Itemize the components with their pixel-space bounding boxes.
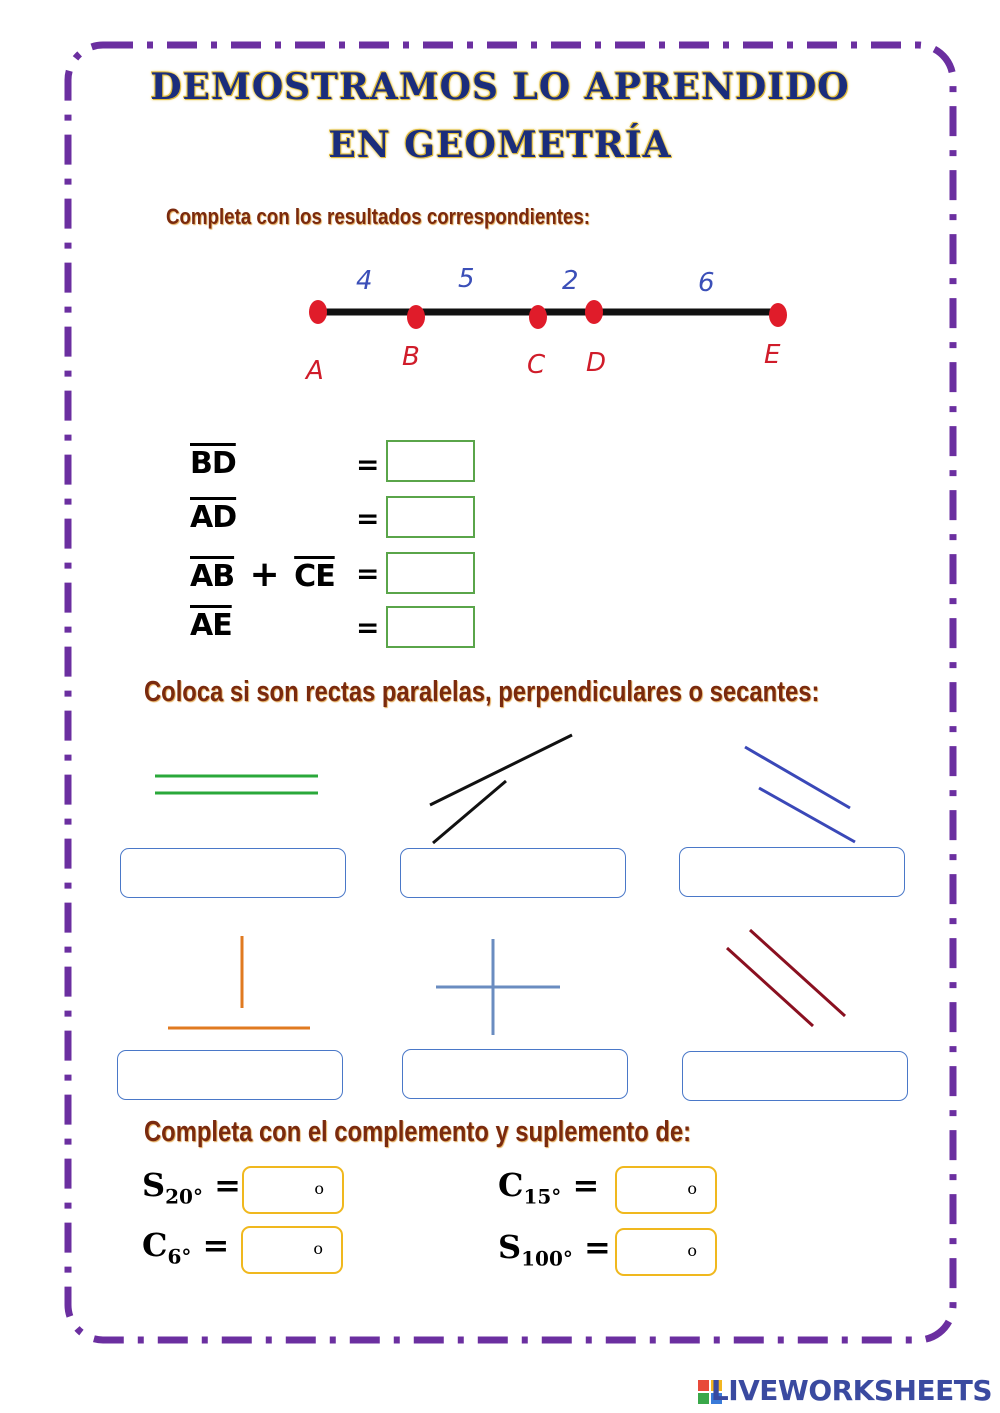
point-label-c: C	[527, 350, 546, 380]
title-line2: EN GEOMETRÍA	[328, 124, 672, 166]
point-label-b: B	[402, 342, 420, 372]
answer-figure-5-input[interactable]	[402, 1049, 628, 1099]
answer-figure-2-input[interactable]	[400, 848, 626, 898]
answer-ab-ce-input[interactable]	[386, 552, 475, 594]
equals-3: =	[356, 557, 380, 590]
answer-figure-6-input[interactable]	[682, 1051, 908, 1101]
answer-figure-4-input[interactable]	[117, 1050, 343, 1100]
degree-symbol: o	[687, 1179, 697, 1198]
instruction-lines: Coloca si son rectas paralelas, perpendiculares o secantes:	[144, 676, 820, 708]
figure-parallel-green	[140, 760, 340, 810]
answer-figure-3-input[interactable]	[679, 847, 905, 897]
segment-bd: $\overline{BD}$	[190, 446, 236, 481]
answer-s20-input[interactable]	[242, 1166, 344, 1214]
figure-secant-black	[420, 725, 590, 850]
instruction-angles: Completa con el complemento y suplemento de:	[144, 1116, 692, 1148]
degree-symbol: o	[314, 1179, 324, 1198]
instruction-results: Completa con los resultados correspondientes:	[166, 204, 590, 229]
label-c6: $C_{6^\circ}$ =	[142, 1226, 230, 1269]
answer-bd-input[interactable]	[386, 440, 475, 482]
answer-c15-input[interactable]	[615, 1166, 717, 1214]
distance-de: 6	[698, 268, 715, 298]
equals-1: =	[356, 448, 380, 481]
segment-ae: $\overline{AE}$	[190, 608, 232, 643]
point-d	[585, 300, 603, 324]
segment-ab-plus-ce: $\overline{AB} + \overline{CE}$	[190, 554, 335, 595]
label-c15: $C_{15^\circ}$ =	[498, 1166, 600, 1209]
equals-4: =	[356, 611, 380, 644]
degree-symbol: o	[313, 1239, 323, 1258]
answer-c6-input[interactable]	[241, 1226, 343, 1274]
segment-ad: $\overline{AD}$	[190, 500, 237, 535]
answer-ad-input[interactable]	[386, 496, 475, 538]
figure-perpendicular-orange	[160, 930, 320, 1040]
label-s20: $S_{20^\circ}$ =	[142, 1166, 241, 1209]
answer-figure-1-input[interactable]	[120, 848, 346, 898]
figure-parallel-blue	[735, 735, 865, 850]
point-label-e: E	[764, 340, 781, 370]
answer-ae-input[interactable]	[386, 606, 475, 648]
title-line1: DEMOSTRAMOS LO APRENDIDO	[150, 66, 850, 108]
answer-s100-input[interactable]	[615, 1228, 717, 1276]
distance-ab: 4	[356, 266, 373, 296]
distance-bc: 5	[458, 264, 475, 294]
number-line	[300, 260, 800, 390]
figure-parallel-maroon	[715, 920, 855, 1035]
point-e	[769, 303, 787, 327]
point-label-d: D	[586, 348, 607, 378]
plus-sign: +	[249, 554, 279, 595]
point-b	[407, 305, 425, 329]
point-c	[529, 305, 547, 329]
point-a	[309, 300, 327, 324]
distance-cd: 2	[562, 266, 579, 296]
degree-symbol: o	[687, 1241, 697, 1260]
footer-brand[interactable]: LIVEWORKSHEETS	[710, 1374, 992, 1407]
label-s100: $S_{100^\circ}$ =	[498, 1228, 611, 1271]
figure-perpendicular-steel	[430, 935, 570, 1040]
equals-2: =	[356, 502, 380, 535]
point-label-a: A	[306, 356, 324, 386]
